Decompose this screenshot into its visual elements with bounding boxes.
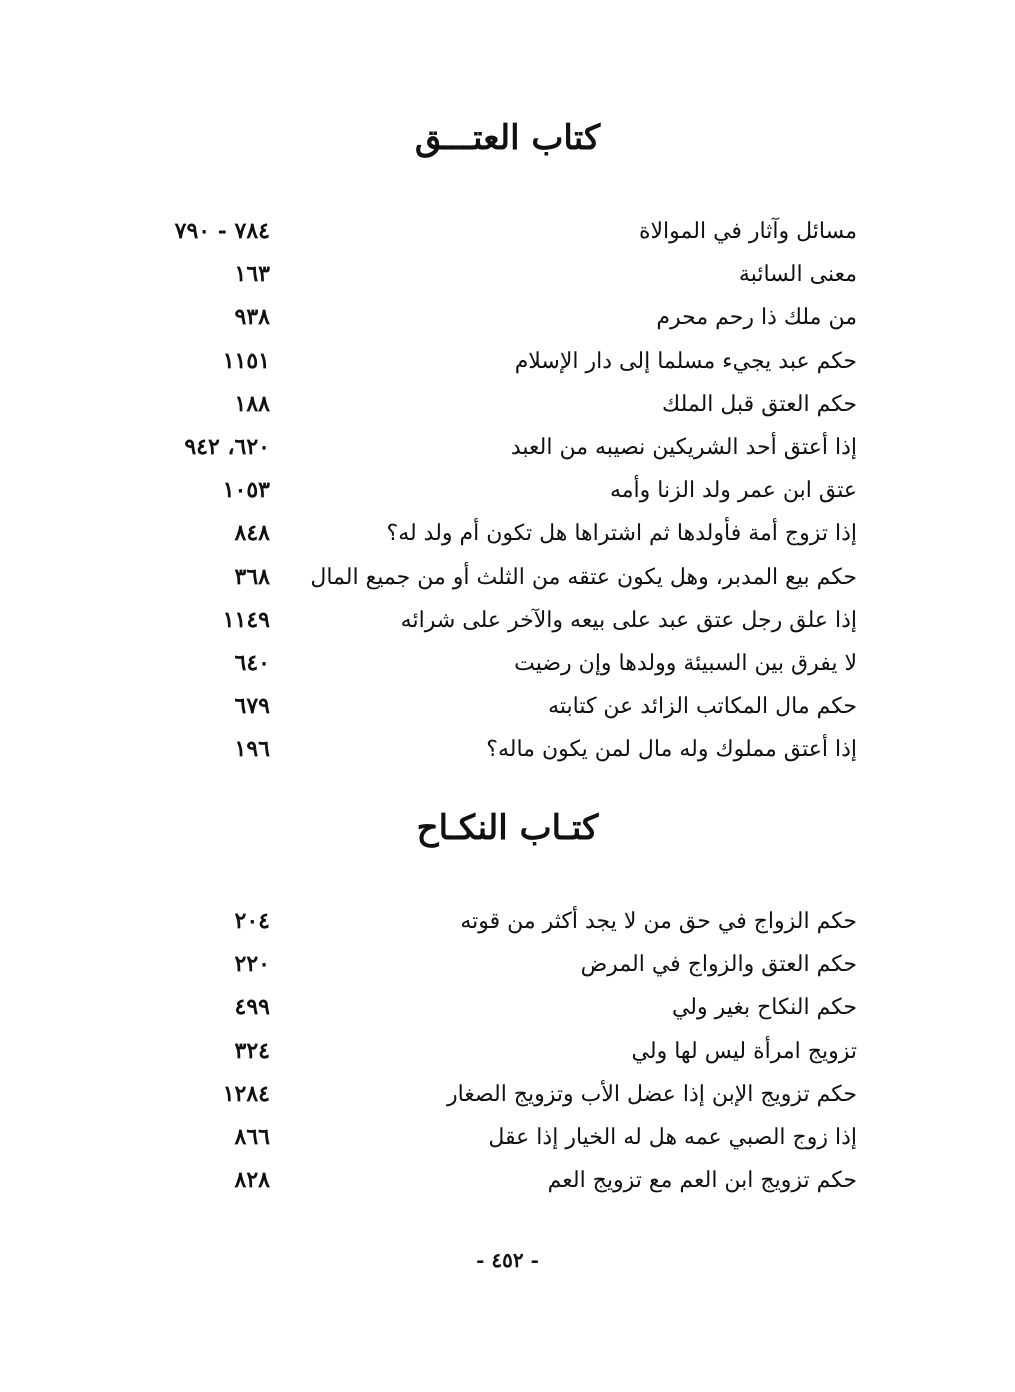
entry-page-ref: ١١٥١ (222, 347, 270, 374)
index-entry (0, 556, 1015, 599)
section-title-itq: كتاب العتـــق (414, 118, 601, 158)
entry-page-ref: ٦٢٠، ٩٤٢ (184, 433, 270, 460)
index-entry (0, 728, 1015, 771)
index-entry (0, 340, 1015, 383)
index-entry (0, 469, 1015, 512)
entry-page-ref: ٨٦٦ (234, 1123, 270, 1150)
index-entry (0, 253, 1015, 296)
index-entry (0, 1116, 1015, 1159)
index-entry (0, 599, 1015, 642)
entry-topic: إذا علق رجل عتق عبد على بيعه والآخر على شرائه (400, 607, 857, 633)
index-entry (0, 296, 1015, 339)
index-entry (0, 943, 1015, 986)
entry-topic: معنى السائبة (738, 262, 857, 288)
entry-page-ref: ٩٣٨ (234, 304, 270, 331)
entry-topic: إذا زوج الصبي عمه هل له الخيار إذا عقل (488, 1124, 857, 1150)
entry-topic: حكم الزواج في حق من لا يجد أكثر من قوته (460, 909, 857, 934)
index-entry (0, 642, 1015, 685)
entry-page-ref: ٣٢٤ (234, 1037, 270, 1064)
entry-page-ref: ٧٨٤ - ٧٩٠ (174, 218, 270, 244)
index-list-nikah (0, 900, 1015, 1202)
entry-topic: حكم بيع المدبر، وهل يكون عتقه من الثلث أو من جميع المال (310, 564, 857, 590)
entry-topic: لا يفرق بين السبيئة وولدها وإن رضيت (514, 650, 857, 676)
entry-topic: حكم العتق قبل الملك (662, 391, 857, 417)
entry-topic: إذا تزوج أمة فأولدها ثم اشتراها هل تكون أم ولد له؟ (386, 521, 857, 547)
entry-page-ref: ٢٢٠ (234, 951, 270, 978)
entry-topic: حكم مال المكاتب الزائد عن كتابته (548, 694, 857, 720)
entry-topic: حكم تزويج ابن العم مع تزويج العم (547, 1168, 857, 1194)
entry-page-ref: ١٦٣ (234, 261, 270, 288)
index-list-itq (0, 210, 1015, 771)
entry-page-ref: ١٠٥٣ (222, 477, 270, 504)
index-entry (0, 210, 1015, 253)
entry-topic: عتق ابن عمر ولد الزنا وأمه (609, 478, 857, 504)
entry-topic: تزويج امرأة ليس لها ولي (631, 1038, 857, 1064)
entry-page-ref: ٣٦٨ (234, 563, 270, 590)
entry-topic: حكم العتق والزواج في المرض (580, 952, 857, 978)
entry-page-ref: ١٨٨ (234, 390, 270, 417)
index-entry (0, 685, 1015, 728)
index-entry (0, 900, 1015, 943)
entry-topic: حكم عبد يجيء مسلما إلى دار الإسلام (514, 348, 857, 374)
index-entry (0, 1159, 1015, 1202)
index-entry (0, 383, 1015, 426)
entry-topic: إذا أعتق مملوك وله مال لمن يكون ماله؟ (486, 737, 857, 763)
entry-page-ref: ٦٧٩ (234, 693, 270, 720)
entry-topic: حكم تزويج الإبن إذا عضل الأب وتزويج الصغار (446, 1081, 857, 1107)
entry-page-ref: ١٩٦ (234, 736, 270, 763)
entry-page-ref: ٨٤٨ (234, 520, 270, 547)
entry-topic: إذا أعتق أحد الشريكين نصيبه من العبد (510, 434, 857, 460)
entry-topic: مسائل وآثار في الموالاة (638, 219, 857, 244)
index-entry (0, 512, 1015, 555)
entry-page-ref: ٢٠٤ (234, 908, 270, 934)
entry-page-ref: ٨٢٨ (234, 1167, 270, 1194)
entry-topic: حكم النكاح بغير ولي (671, 995, 857, 1021)
entry-page-ref: ١٢٨٤ (222, 1080, 270, 1107)
entry-page-ref: ٤٩٩ (234, 994, 270, 1021)
entry-page-ref: ٦٤٠ (234, 649, 270, 676)
section-title-nikah: كتـاب النكـاح (416, 808, 599, 848)
page-number: - ٤٥٢ - (476, 1248, 539, 1272)
index-entry (0, 986, 1015, 1029)
entry-page-ref: ١١٤٩ (222, 606, 270, 633)
index-entry (0, 1073, 1015, 1116)
entry-topic: من ملك ذا رحم محرم (656, 305, 857, 331)
index-entry (0, 1030, 1015, 1073)
index-entry (0, 426, 1015, 469)
